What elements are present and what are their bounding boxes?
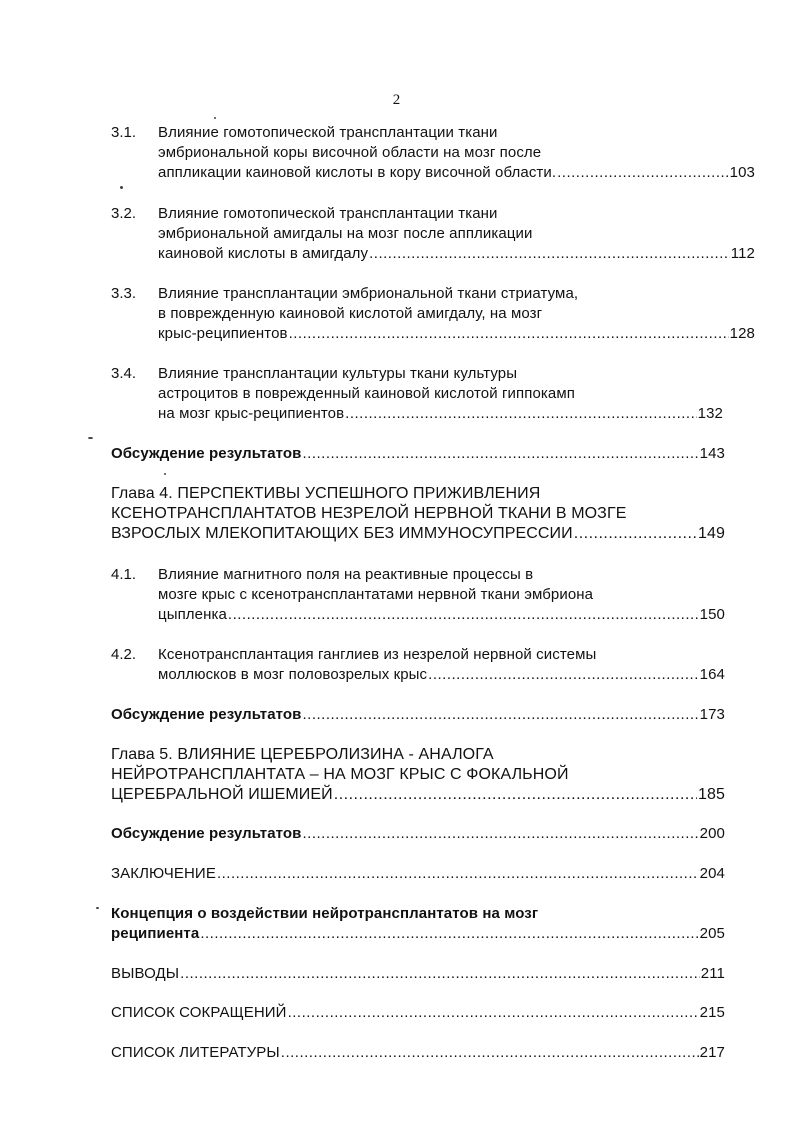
entry-title-line: цыпленка bbox=[158, 606, 227, 623]
section-number: 3.3. bbox=[111, 285, 137, 302]
leader-dots bbox=[345, 404, 697, 424]
section-number: 3.1. bbox=[111, 124, 137, 141]
page-ref: 200 bbox=[699, 825, 725, 842]
leader-dots bbox=[302, 705, 698, 725]
leader-dots bbox=[302, 444, 698, 464]
leader-dots bbox=[557, 163, 729, 183]
entry-title-line: Ксенотрансплантация ганглиев из незрелой нервной системы bbox=[158, 646, 597, 663]
entry-title-line: Влияние магнитного поля на реактивные процессы в bbox=[158, 566, 534, 583]
page-number: 2 bbox=[392, 92, 401, 108]
scan-speck bbox=[96, 907, 99, 909]
leader-dots bbox=[302, 824, 698, 844]
leader-dots bbox=[281, 1043, 699, 1063]
entry-title-line: мозге крыс с ксенотрансплантатами нервной ткани эмбриона bbox=[158, 586, 594, 603]
page-ref: 164 bbox=[699, 666, 725, 683]
entry-title-line: на мозг крыс-реципиентов bbox=[158, 405, 345, 422]
page-ref: 128 bbox=[729, 325, 755, 342]
section-number: 4.2. bbox=[111, 646, 137, 663]
page-ref: 150 bbox=[699, 606, 725, 623]
entry-title-line: Влияние трансплантации эмбриональной ткани стриатума, bbox=[158, 285, 579, 302]
entry-title-line: каиновой кислоты в амигдалу bbox=[158, 245, 369, 262]
leader-dots bbox=[200, 924, 698, 944]
entry-title-line: крыс-реципиентов bbox=[158, 325, 288, 342]
leader-dots bbox=[217, 864, 699, 884]
page-ref: 217 bbox=[699, 1044, 725, 1061]
entry-title: Обсуждение результатов bbox=[111, 706, 302, 723]
page-ref: 211 bbox=[700, 965, 725, 982]
scan-speck bbox=[120, 186, 123, 189]
entry-title-line: в поврежденную каиновой кислотой амигдалу, на мозг bbox=[158, 305, 543, 322]
page-ref: 112 bbox=[730, 245, 755, 262]
chapter-title-line: ЦЕРЕБРАЛЬНОЙ ИШЕМИЕЙ bbox=[111, 786, 333, 803]
entry-title: ВЫВОДЫ bbox=[111, 965, 180, 982]
chapter-title-line: Глава 5. ВЛИЯНИЕ ЦЕРЕБРОЛИЗИНА - АНАЛОГА bbox=[111, 746, 494, 763]
page-ref: 103 bbox=[729, 164, 755, 181]
entry-title-line: астроцитов в поврежденный каиновой кислотой гиппокамп bbox=[158, 385, 575, 402]
page-ref: 132 bbox=[697, 405, 723, 422]
entry-title-line: моллюсков в мозг половозрелых крыс bbox=[158, 666, 428, 683]
leader-dots bbox=[288, 1003, 699, 1023]
page-ref: 204 bbox=[699, 865, 725, 882]
entry-title: СПИСОК СОКРАЩЕНИЙ bbox=[111, 1004, 287, 1021]
entry-title-line: Влияние гомотопической трансплантации ткани bbox=[158, 205, 498, 222]
page-ref: 173 bbox=[699, 706, 725, 723]
leader-dots bbox=[228, 605, 699, 625]
entry-title: Обсуждение результатов bbox=[111, 445, 302, 462]
section-number: 3.2. bbox=[111, 205, 137, 222]
chapter-title-line: Глава 4. ПЕРСПЕКТИВЫ УСПЕШНОГО ПРИЖИВЛЕНИЯ bbox=[111, 485, 541, 502]
page-ref: 185 bbox=[698, 786, 725, 803]
entry-title-line: Влияние трансплантации культуры ткани культуры bbox=[158, 365, 518, 382]
leader-dots bbox=[334, 785, 697, 805]
section-number: 4.1. bbox=[111, 566, 137, 583]
scan-speck bbox=[164, 473, 166, 475]
entry-title-line: реципиента bbox=[111, 925, 200, 942]
entry-title-line: эмбриональной амигдалы на мозг после аппликации bbox=[158, 225, 533, 242]
page-ref: 215 bbox=[699, 1004, 725, 1021]
scan-speck bbox=[214, 117, 216, 119]
leader-dots bbox=[180, 964, 700, 984]
scan-speck bbox=[88, 437, 93, 439]
entry-title: ЗАКЛЮЧЕНИЕ bbox=[111, 865, 216, 882]
page-ref: 143 bbox=[699, 445, 725, 462]
leader-dots bbox=[289, 324, 729, 344]
chapter-title-line: КСЕНОТРАНСПЛАНТАТОВ НЕЗРЕЛОЙ НЕРВНОЙ ТКАНИ В МОЗГЕ bbox=[111, 505, 627, 522]
chapter-title-line: ВЗРОСЛЫХ МЛЕКОПИТАЮЩИХ БЕЗ ИММУНОСУПРЕССИИ bbox=[111, 525, 573, 542]
entry-title-line: аппликации каиновой кислоты в кору височной области. bbox=[158, 164, 557, 181]
entry-title-line: эмбриональной коры височной области на мозг после bbox=[158, 144, 542, 161]
section-number: 3.4. bbox=[111, 365, 137, 382]
entry-title: Обсуждение результатов bbox=[111, 825, 302, 842]
page-ref: 205 bbox=[699, 925, 725, 942]
entry-title: СПИСОК ЛИТЕРАТУРЫ bbox=[111, 1044, 280, 1061]
chapter-title-line: НЕЙРОТРАНСПЛАНТАТА – НА МОЗГ КРЫС С ФОКАЛЬНОЙ bbox=[111, 766, 569, 783]
entry-title-line: Концепция о воздействии нейротрансплантатов на мозг bbox=[111, 905, 539, 922]
leader-dots bbox=[369, 244, 730, 264]
leader-dots bbox=[574, 524, 697, 544]
entry-title-line: Влияние гомотопической трансплантации ткани bbox=[158, 124, 498, 141]
leader-dots bbox=[428, 665, 699, 685]
page-ref: 149 bbox=[698, 525, 725, 542]
